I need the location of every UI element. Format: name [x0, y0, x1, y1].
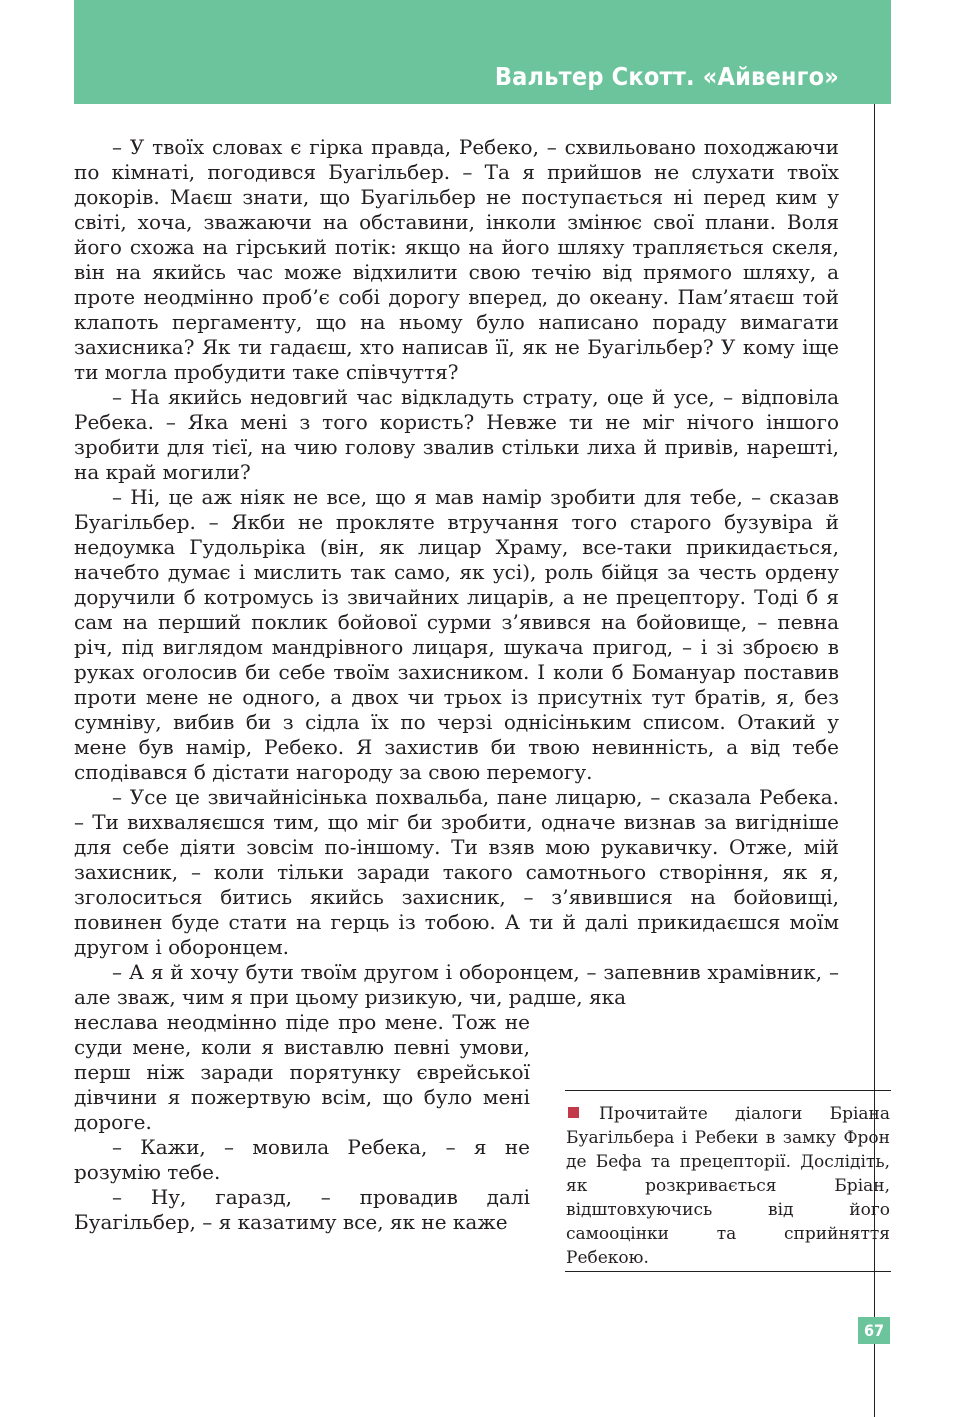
- task-box-bottom-rule: [565, 1271, 891, 1272]
- square-bullet-icon: [568, 1107, 579, 1118]
- task-box: [566, 1102, 890, 1270]
- paragraph: – А я й хочу бути твоїм другом і оборонцем, – запевнив храмівник, – але зваж, чим я при цьому ризикую, чи, радше, яка: [74, 960, 839, 1009]
- page-header: [74, 0, 891, 104]
- header-title: Вальтер Скотт. «Айвенго»: [494, 62, 839, 91]
- paragraph: – Ну, гаразд, – провадив далі Буагільбер, – я казатиму все, як не каже: [74, 1185, 530, 1234]
- paragraph: – Усе це звичайнісінька похвальба, пане лицарю, – сказала Ребека. – Ти вихваляєшся тим, що міг би зробити, одначе визнав за вигідніше для себе діяти зовсім по-іншому. Ти взяв мою рукавичку. Отже, мій захисник, – коли тільки заради такого самотнього створіння, як я, зголоситься битись якийсь захисник, – з’явившися на бойовищі, повинен буде стати на герць із тобою. А ти й далі прикидаєшся моїм другом і оборонцем.: [74, 785, 839, 959]
- main-text: [74, 135, 839, 1235]
- page-number: 67: [858, 1317, 890, 1344]
- paragraph: – На якийсь недовгий час відкладуть страту, оце й усе, – відповіла Ребека. – Яка мені з того користь? Невже ти не міг нічого іншого зробити для тієї, на чию голову звалив стільки лиха й привів, нарешті, на край могили?: [74, 385, 839, 484]
- paragraph: – Кажи, – мовила Ребека, – я не розумію тебе.: [74, 1135, 530, 1184]
- paragraph: – Ні, це аж ніяк не все, що я мав намір зробити для тебе, – сказав Буагільбер. – Якби не прокляте втручання того старого бузувіра й недоумка Гудольріка (він, як лицар Храму, все-таки прикидається, начебто думає і мислить так само, як усі), роль бійця за честь ордену доручили б котромусь із звичайних лицарів, а не прецептору. Тоді б я сам на перший поклик бойової сурми з’явився на бойовище, – певна річ, під виглядом мандрівного лицаря, шукача пригод, – і зі зброєю в руках оголосив би себе твоїм захисником. І коли б Бомануар поставив проти мене не одного, а двох чи трьох із присутніх тут братів, я, без сумніву, вибив би з сідла їх по черзі однісіньким списом. Отакий у мене був намір, Ребеко. Я захистив би твою невинність, а від тебе сподівався б дістати нагороду за свою перемогу.: [74, 485, 839, 784]
- task-box-top-rule: [565, 1090, 891, 1091]
- paragraph: неслава неодмінно піде про мене. Тож не суди мене, коли я виставлю певні умови, перш ніж заради порятунку єврейської дівчини я пожертвую всім, що було мені дороге.: [74, 1010, 530, 1134]
- paragraph: – У твоїх словах є гірка правда, Ребеко, – схвильовано походжаючи по кімнаті, погодився Буагільбер. – Та я прийшов не слухати твоїх докорів. Маєш знати, що Буагільбер не поступається ні перед ким у світі, хоча, зважаючи на обставини, інколи змінює свої плани. Воля його схожа на гірський потік: якщо на його шляху трапляється скеля, він на якийсь час може відхилити свою течію від прямого шляху, а проте неодмінно проб’є собі дорогу вперед, до океану. Пам’ятаєш той клапоть пергаменту, що на ньому було написано пораду вимагати захисника? Як ти гадаєш, хто написав її, як не Буагільбер? У кому іще ти могла пробудити таке співчуття?: [74, 135, 839, 384]
- task-text: Прочитайте діалоги Бріана Буагільбера і Ребеки в замку Фрон де Бефа та прецепторії. Дослідіть, як розкривається Бріан, відштовхуючись від його самооцінки та сприйняття Ребекою.: [566, 1104, 890, 1268]
